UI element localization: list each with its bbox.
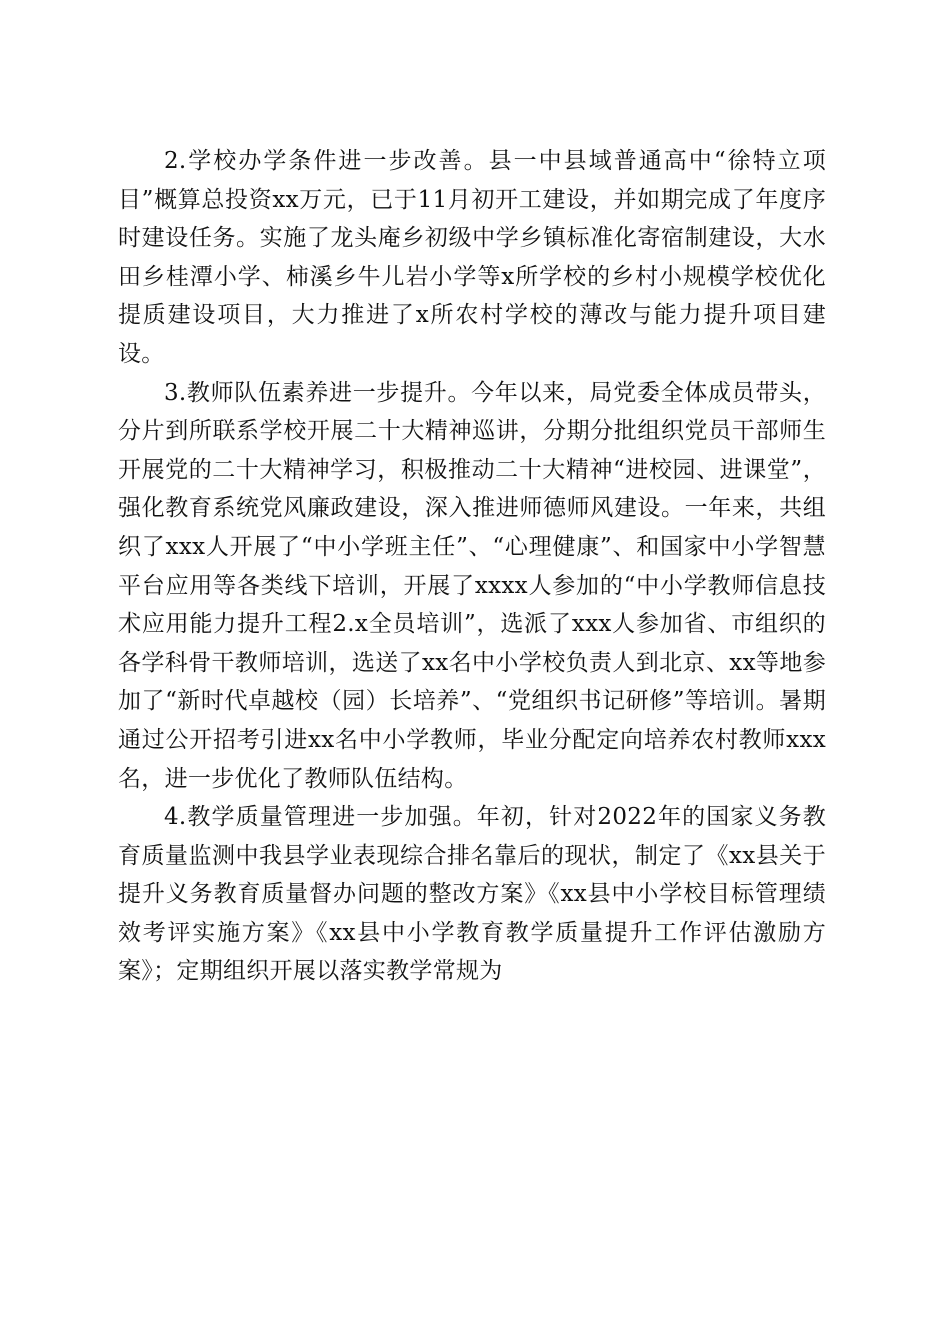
document-body (118, 142, 826, 991)
paragraph-teacher-quality: 3.教师队伍素养进一步提升。今年以来，局党委全体成员带头，分片到所联系学校开展二十大精神巡讲，分期分批组织党员干部师生开展党的二十大精神学习，积极推动二十大精神“进校园、进课堂”，强化教育系统党风廉政建设，深入推进师德师风建设。一年来，共组织了xxx人开展了“中小学班主任”、“心理健康”、和国家中小学智慧平台应用等各类线下培训，开展了xxxx人参加的“中小学教师信息技术应用能力提升工程2.x全员培训”，选派了xxx人参加省、市组织的各学科骨干教师培训，选送了xx名中小学校负责人到北京、xx等地参加了“新时代卓越校（园）长培养”、“党组织书记研修”等培训。暑期通过公开招考引进xx名中小学教师，毕业分配定向培养农村教师xxx名，进一步优化了教师队伍结构。 (118, 379, 826, 792)
paragraph-school-conditions: 2.学校办学条件进一步改善。县一中县域普通高中“徐特立项目”概算总投资xx万元，已于11月初开工建设，并如期完成了年度序时建设任务。实施了龙头庵乡初级中学乡镇标准化寄宿制建设，大水田乡桂潭小学、柿溪乡牛儿岩小学等x所学校的乡村小规模学校优化提质建设项目，大力推进了x所农村学校的薄改与能力提升项目建设。 (118, 148, 826, 367)
paragraph-teaching-management: 4.教学质量管理进一步加强。年初，针对2022年的国家义务教育质量监测中我县学业表现综合排名靠后的现状，制定了《xx县关于提升义务教育质量督办问题的整改方案》《xx县中小学校目标管理绩效考评实施方案》《xx县中小学教育教学质量提升工作评估激励方案》；定期组织开展以落实教学常规为 (118, 804, 826, 985)
